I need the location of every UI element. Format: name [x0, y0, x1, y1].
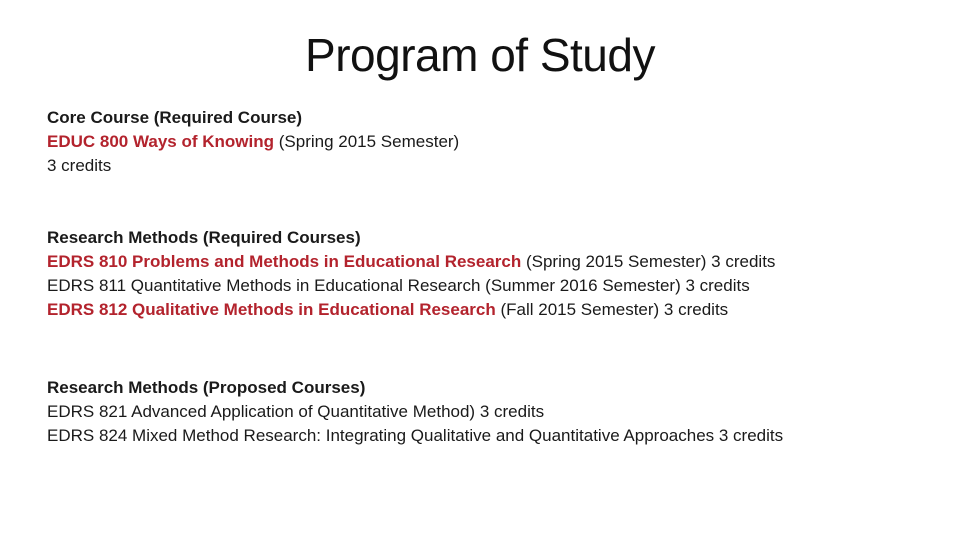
course-name: EDRS 810 Problems and Methods in Educational Research — [47, 252, 522, 271]
course-details: (Spring 2015 Semester) 3 credits — [521, 252, 776, 271]
proposed-course-821: EDRS 821 Advanced Application of Quantitative Method) 3 credits — [47, 402, 545, 421]
required-course-810 — [47, 250, 947, 274]
core-course-section — [47, 106, 947, 178]
required-heading: Research Methods (Required Courses) — [47, 228, 361, 247]
core-course-line — [47, 130, 947, 154]
course-details: (Fall 2015 Semester) 3 credits — [495, 300, 729, 319]
core-course-name: EDUC 800 Ways of Knowing — [47, 132, 275, 151]
core-course-term: (Spring 2015 Semester) — [274, 132, 460, 151]
proposed-course-824: EDRS 824 Mixed Method Research: Integrating Qualitative and Quantitative Approaches 3 credits — [47, 426, 784, 445]
course-name: EDRS 812 Qualitative Methods in Educational Research — [47, 300, 496, 319]
required-course-811 — [47, 274, 947, 298]
proposed-heading: Research Methods (Proposed Courses) — [47, 378, 366, 397]
core-heading: Core Course (Required Course) — [47, 108, 303, 127]
core-credits: 3 credits — [47, 156, 112, 175]
course-details: (Summer 2016 Semester) 3 credits — [480, 276, 750, 295]
required-courses-section — [47, 226, 947, 322]
required-course-812 — [47, 298, 947, 322]
page-title: Program of Study — [305, 29, 655, 81]
proposed-courses-section — [47, 376, 947, 448]
course-name: EDRS 811 Quantitative Methods in Educational Research — [47, 276, 481, 295]
